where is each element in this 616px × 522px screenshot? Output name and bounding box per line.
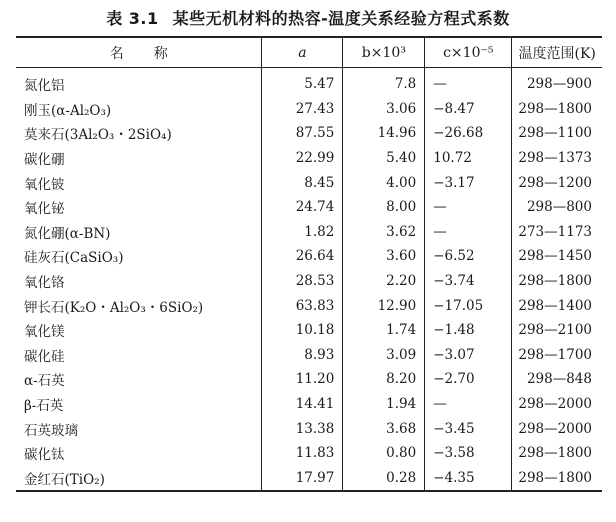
coef-b-cell: 5.40 (343, 146, 425, 171)
table-body (16, 68, 602, 492)
coef-c-cell: −3.45 (425, 416, 512, 441)
coef-c-cell: −26.68 (425, 121, 512, 146)
coef-a-cell: 27.43 (262, 97, 343, 122)
coef-c-cell: 10.72 (425, 146, 512, 171)
coef-c-cell: −17.05 (425, 293, 512, 318)
temperature-range-cell: 298—1450 (512, 244, 602, 269)
temperature-range-cell: 273—1173 (512, 220, 602, 245)
table-row (16, 146, 602, 171)
coef-b-cell: 3.68 (343, 416, 425, 441)
material-name-cell: 钾长石(K₂O・Al₂O₃・6SiO₂) (24, 299, 204, 316)
coef-b-cell: 3.60 (343, 244, 425, 269)
material-name-cell: 氧化铋 (24, 201, 65, 218)
coef-b-cell: 7.8 (343, 68, 425, 97)
material-name-cell: β-石英 (24, 398, 64, 415)
header-c: c×10⁻⁵ (425, 37, 512, 68)
table-row (16, 293, 602, 318)
coef-a-cell: 22.99 (262, 146, 343, 171)
coef-b-cell: 3.09 (343, 343, 425, 368)
coef-c-cell: −3.58 (425, 441, 512, 466)
coef-b-cell: 0.28 (343, 466, 425, 492)
coef-b-cell: 8.00 (343, 195, 425, 220)
table-number: 表 3.1 (106, 9, 159, 28)
coef-c-cell: −3.74 (425, 269, 512, 294)
coef-a-cell: 8.93 (262, 343, 343, 368)
coef-c-cell: −2.70 (425, 367, 512, 392)
coef-a-cell: 28.53 (262, 269, 343, 294)
material-name-cell: 碳化硼 (24, 152, 65, 169)
material-name-cell: 氧化铬 (24, 275, 65, 292)
heat-capacity-table (16, 36, 602, 492)
coef-c-cell: — (425, 195, 512, 220)
header-row (16, 37, 602, 68)
coef-b-cell: 1.94 (343, 392, 425, 417)
temperature-range-cell: 298—1800 (512, 97, 602, 122)
table-row (16, 97, 602, 122)
table-row (16, 244, 602, 269)
material-name-cell: 氧化镁 (24, 324, 65, 341)
temperature-range-cell: 298—1800 (512, 269, 602, 294)
coef-c-cell: −8.47 (425, 97, 512, 122)
coef-b-cell: 0.80 (343, 441, 425, 466)
table-row (16, 269, 602, 294)
temperature-range-cell: 298—900 (512, 68, 602, 97)
coef-a-cell: 8.45 (262, 170, 343, 195)
header-b: b×10³ (343, 37, 425, 68)
table-row (16, 466, 602, 492)
coef-c-cell: — (425, 392, 512, 417)
coef-a-cell: 11.20 (262, 367, 343, 392)
material-name-cell: 金红石(TiO₂) (16, 466, 262, 492)
temperature-range-cell: 298—848 (512, 367, 602, 392)
material-name-cell: 氮化铝 (24, 78, 65, 95)
coef-b-cell: 3.06 (343, 97, 425, 122)
coef-a-cell: 11.83 (262, 441, 343, 466)
coef-a-cell: 17.97 (262, 466, 343, 492)
table-row (16, 170, 602, 195)
temperature-range-cell: 298—1800 (512, 441, 602, 466)
material-name-cell: 碳化硅 (24, 348, 65, 365)
table-row (16, 416, 602, 441)
table-row (16, 68, 602, 97)
material-name-cell: 氧化铍 (24, 176, 65, 193)
temperature-range-cell: 298—2100 (512, 318, 602, 343)
coef-a-cell: 13.38 (262, 416, 343, 441)
material-name-cell: α-石英 (24, 373, 65, 390)
header-temperature-range: 温度范围(K) (512, 37, 602, 68)
coef-b-cell: 14.96 (343, 121, 425, 146)
material-name-cell: 莫来石(3Al₂O₃・2SiO₄) (24, 127, 172, 144)
temperature-range-cell: 298—1373 (512, 146, 602, 171)
coef-c-cell: — (425, 68, 512, 97)
coef-b-cell: 12.90 (343, 293, 425, 318)
header-name: 名称 (16, 37, 262, 68)
material-name-cell: 刚玉(α-Al₂O₃) (24, 102, 112, 119)
table-row (16, 367, 602, 392)
coef-c-cell: −3.07 (425, 343, 512, 368)
coef-a-cell: 24.74 (262, 195, 343, 220)
material-name-cell: 氮化硼(α-BN) (24, 225, 111, 242)
coef-c-cell: −3.17 (425, 170, 512, 195)
coef-a-cell: 26.64 (262, 244, 343, 269)
coef-c-cell: — (425, 220, 512, 245)
temperature-range-cell: 298—1800 (512, 466, 602, 492)
temperature-range-cell: 298—1200 (512, 170, 602, 195)
table-row (16, 392, 602, 417)
temperature-range-cell: 298—1400 (512, 293, 602, 318)
table-caption (0, 6, 616, 29)
coef-c-cell: −1.48 (425, 318, 512, 343)
material-name-cell: 石英玻璃 (24, 422, 78, 439)
coef-c-cell: −4.35 (425, 466, 512, 492)
coef-a-cell: 87.55 (262, 121, 343, 146)
table-row (16, 441, 602, 466)
coef-b-cell: 8.20 (343, 367, 425, 392)
coef-b-cell: 2.20 (343, 269, 425, 294)
coef-a-cell: 14.41 (262, 392, 343, 417)
temperature-range-cell: 298—2000 (512, 392, 602, 417)
coef-b-cell: 4.00 (343, 170, 425, 195)
table-row (16, 121, 602, 146)
table-row (16, 343, 602, 368)
coef-a-cell: 5.47 (262, 68, 343, 97)
table-row (16, 220, 602, 245)
temperature-range-cell: 298—2000 (512, 416, 602, 441)
temperature-range-cell: 298—1700 (512, 343, 602, 368)
material-name-cell: 硅灰石(CaSiO₃) (24, 250, 124, 267)
header-a: a (262, 37, 343, 68)
temperature-range-cell: 298—800 (512, 195, 602, 220)
table-row (16, 318, 602, 343)
table-row (16, 195, 602, 220)
coef-a-cell: 10.18 (262, 318, 343, 343)
table-title: 某些无机材料的热容-温度关系经验方程式系数 (172, 9, 510, 28)
material-name-cell: 碳化钛 (24, 447, 65, 464)
coef-a-cell: 1.82 (262, 220, 343, 245)
coef-a-cell: 63.83 (262, 293, 343, 318)
coef-c-cell: −6.52 (425, 244, 512, 269)
coef-b-cell: 1.74 (343, 318, 425, 343)
coef-b-cell: 3.62 (343, 220, 425, 245)
temperature-range-cell: 298—1100 (512, 121, 602, 146)
